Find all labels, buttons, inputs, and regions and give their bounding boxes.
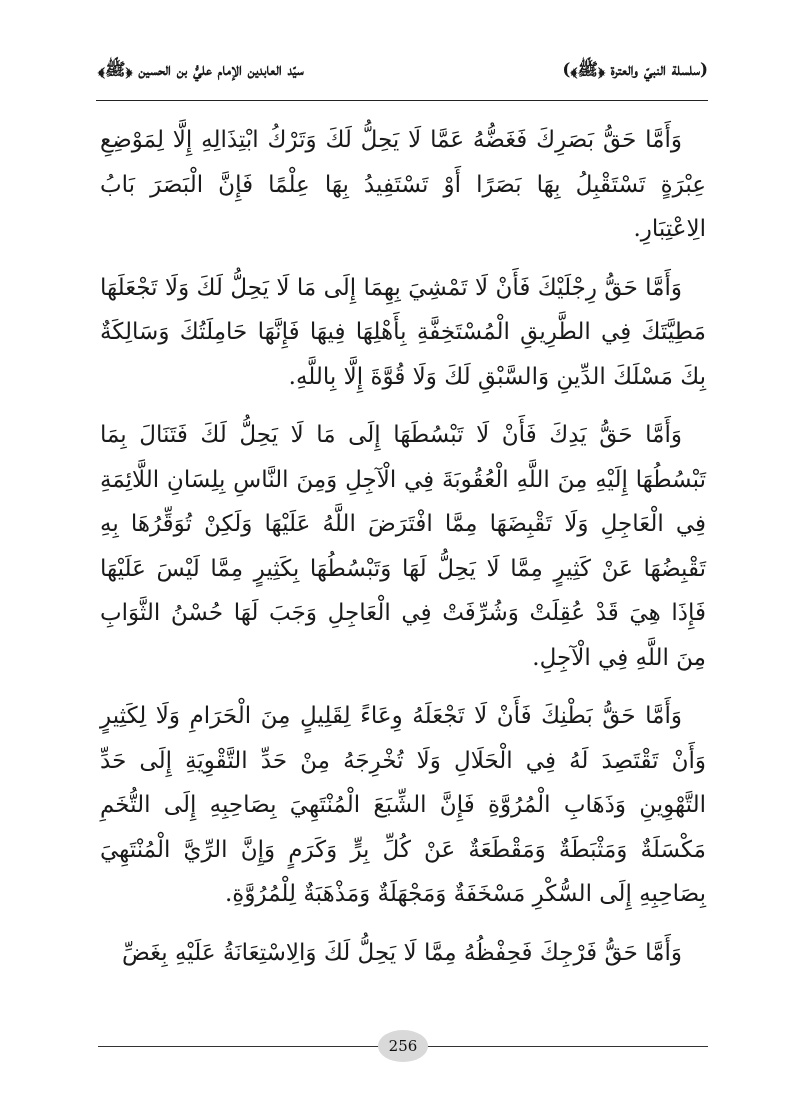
page-number-badge: 256 xyxy=(378,1030,428,1062)
header-divider xyxy=(96,100,708,101)
chapter-title: سيّد العابدين الإمام عليُّ بن الحسين ﴿ﷺ﴾ xyxy=(98,60,304,80)
paragraph-feet: وَأَمَّا حَقُّ رِجْلَيْكَ فَأَنْ لَا تَمْشِيَ بِهِمَا إِلَى مَا لَا يَحِلُّ لَكَ وَلَا تَجْعَلَهَا مَطِيَّتَكَ فِي الطَّرِيقِ الْمُسْتَخِفَّةِ بِأَهْلِهَا فِيهَا فَإِنَّهَا حَامِلَتُكَ وَسَالِكَةٌ بِكَ مَسْلَكَ الدِّينِ وَالسَّبْقِ لَكَ وَلَا قُوَّةَ إِلَّا بِاللَّهِ. xyxy=(100,274,706,390)
page-footer xyxy=(98,1028,708,1064)
book-series-title: (سلسلة النبيّ والعترة ﴿ﷺ﴾) xyxy=(562,60,708,80)
paragraph-sight: وَأَمَّا حَقُّ بَصَرِكَ فَغَضُّهُ عَمَّا لَا يَحِلُّ لَكَ وَتَرْكُ ابْتِذَالِهِ إِلَّا لِمَوْضِعِ عِبْرَةٍ تَسْتَقْبِلُ بِهَا بَصَرًا أَوْ تَسْتَفِيدُ بِهَا عِلْمًا فَإِنَّ الْبَصَرَ بَابُ الِاعْتِبَارِ. xyxy=(100,127,706,242)
page-body xyxy=(100,118,706,989)
paragraph-stomach: وَأَمَّا حَقُّ بَطْنِكَ فَأَنْ لَا تَجْعَلَهُ وِعَاءً لِقَلِيلٍ مِنَ الْحَرَامِ وَلَا لِكَثِيرٍ وَأَنْ تَقْتَصِدَ لَهُ فِي الْحَلَالِ وَلَا تُخْرِجَهُ مِنْ حَدِّ التَّقْوِيَةِ إِلَى حَدِّ التَّهْوِينِ وَذَهَابِ الْمُرُوَّةِ فَإِنَّ الشِّبَعَ الْمُنْتَهِيَ بِصَاحِبِهِ إِلَى التُّخَمِ مَكْسَلَةٌ وَمَثْبَطَةٌ وَمَقْطَعَةٌ عَنْ كُلِّ بِرٍّ وَكَرَمٍ وَإِنَّ الرِّيَّ الْمُنْتَهِيَ بِصَاحِبِهِ إِلَى السُّكْرِ مَسْخَفَةٌ وَمَجْهَلَةٌ وَمَذْهَبَةٌ لِلْمُرُوَّةِ. xyxy=(100,703,706,907)
running-header xyxy=(98,55,708,91)
paragraph-private-parts: وَأَمَّا حَقُّ فَرْجِكَ فَحِفْظُهُ مِمَّا لَا يَحِلُّ لَكَ وَالِاسْتِعَانَةُ عَلَيْهِ بِغَضِّ xyxy=(121,939,682,966)
paragraph-hand: وَأَمَّا حَقُّ يَدِكَ فَأَنْ لَا تَبْسُطَهَا إِلَى مَا لَا يَحِلُّ لَكَ فَتَنَالَ بِمَا تَبْسُطُهَا إِلَيْهِ مِنَ اللَّهِ الْعُقُوبَةَ فِي الْآجِلِ وَمِنَ النَّاسِ بِلِسَانِ اللَّائِمَةِ فِي الْعَاجِلِ وَلَا تَقْبِضَهَا مِمَّا افْتَرَضَ اللَّهُ عَلَيْهَا وَلَكِنْ تُوَقِّرُهَا بِهِ تَقْبِضُهَا عَنْ كَثِيرٍ مِمَّا لَا يَحِلُّ لَهَا وَتَبْسُطُهَا بِكَثِيرٍ مِمَّا لَيْسَ عَلَيْهَا فَإِذَا هِيَ قَدْ عُقِلَتْ وَشُرِّفَتْ فِي الْعَاجِلِ وَجَبَ لَهَا حُسْنُ الثَّوَابِ مِنَ اللَّهِ فِي الْآجِلِ. xyxy=(100,422,706,671)
